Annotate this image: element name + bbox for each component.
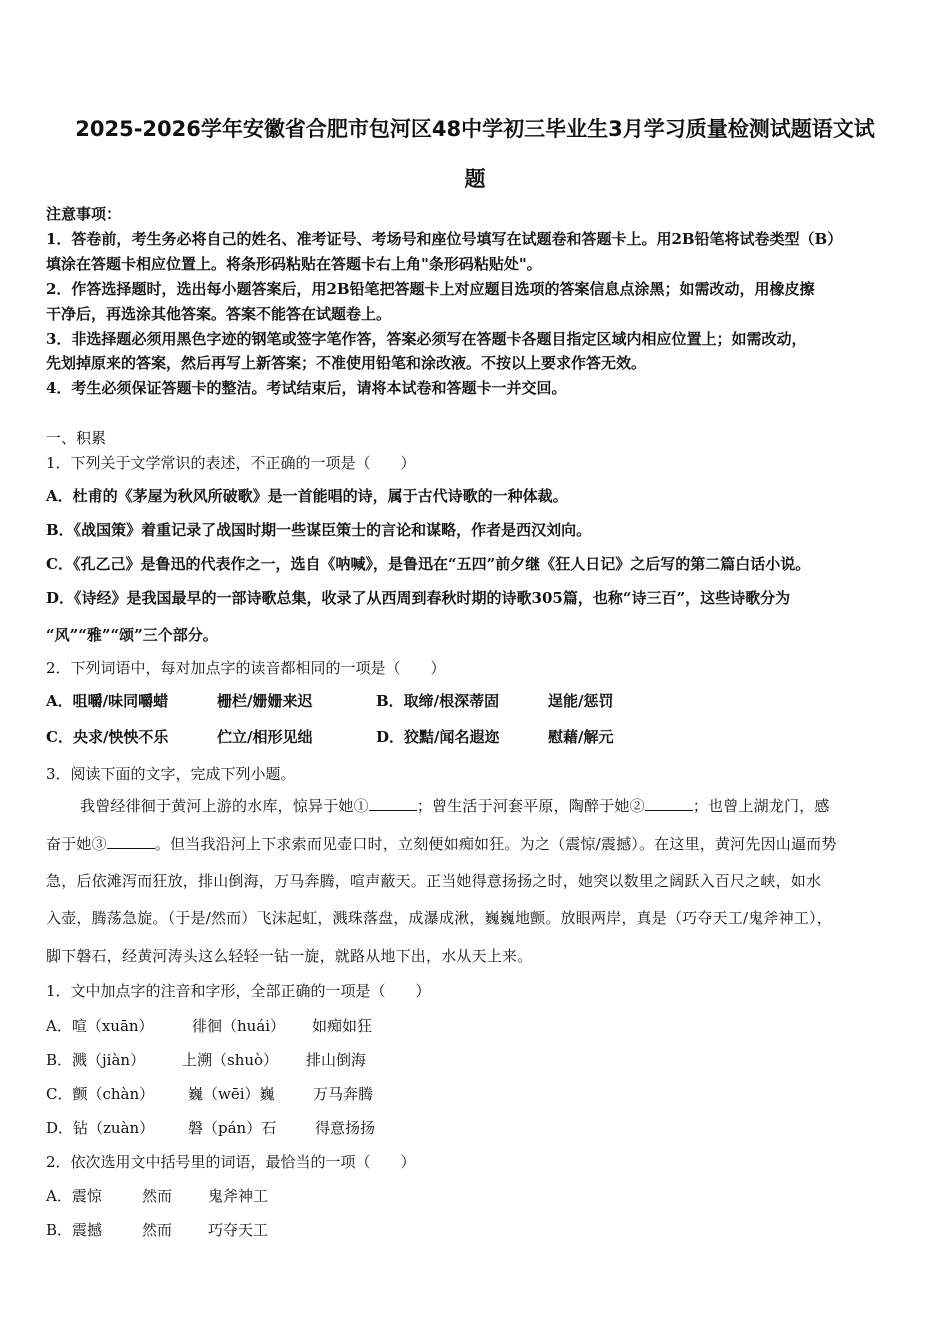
q2-option-d-word1: D．狡黠/闻名遐迩: [376, 728, 500, 746]
notice-line: 4．考生必须保证答题卡的整洁。考试结束后，请将本试卷和答题卡一并交回。: [46, 379, 567, 397]
option-word: 徘徊（huái）: [192, 1017, 286, 1035]
reading-passage-line: 脚下磐石，经黄河涛头这么轻轻一钻一旋，就路从地下出，水从天上来。: [46, 947, 533, 965]
answer-blank-1[interactable]: [369, 796, 417, 811]
q1-option-d: D．《诗经》是我国最早的一部诗歌总集，收录了从西周到春秋时期的诗歌305篇，也称“诗三百”，这些诗歌分为: [46, 589, 791, 607]
q2-option-a-word1: A．咀嚼/味同嚼蜡: [46, 692, 169, 710]
passage-text: 。但当我沿河上下求索而见壶口时，立刻便如痴如狂。为之（震惊/震撼）。在这里，黄河先因山逼而势: [154, 835, 837, 853]
option-word: 巧夺天工: [208, 1221, 269, 1239]
option-word: 万马奔腾: [313, 1085, 374, 1103]
notice-line: 3．非选择题必须用黑色字迹的钢笔或签字笔作答，答案必须写在答题卡各题目指定区域内相应位置上；如需改动，: [46, 330, 807, 348]
reading-passage-line: [80, 795, 830, 816]
sub2-option-b: [46, 1219, 269, 1240]
passage-text: ；曾生活于河套平原，陶醉于她②: [416, 797, 645, 815]
option-word: 上溯（shuò）: [182, 1051, 279, 1069]
option-word: 如痴如狂: [312, 1017, 373, 1035]
option-word: 磐（pán）石: [188, 1119, 277, 1137]
exam-title-line2: 题: [464, 167, 486, 191]
q2-option-a-word2: 栅栏/姗姗来迟: [217, 692, 313, 710]
q1-stem: 1．下列关于文学常识的表述，不正确的一项是（ ）: [46, 454, 416, 472]
option-label: A．震惊: [46, 1187, 102, 1205]
q2-option-b-word2: 逞能/惩罚: [548, 692, 614, 710]
option-word: 排山倒海: [306, 1051, 367, 1069]
exam-title-line1: 2025-2026学年安徽省合肥市包河区48中学初三毕业生3月学习质量检测试题语文试: [75, 117, 875, 141]
q1-option-b: B．《战国策》着重记录了战国时期一些谋臣策士的言论和谋略，作者是西汉刘向。: [46, 521, 592, 539]
sub1-option-d: [46, 1117, 376, 1138]
q2-option-c-word1: C．央求/怏怏不乐: [46, 728, 169, 746]
sub1-option-a: [46, 1015, 373, 1036]
passage-text: 我曾经徘徊于黄河上游的水库，惊异于她①: [80, 797, 369, 815]
passage-text: 奋于她③: [46, 835, 107, 853]
notice-line: 2．作答选择题时，选出每小题答案后，用2B铅笔把答题卡上对应题目选项的答案信息点涂黑；如需改动，用橡皮擦: [46, 280, 815, 298]
notice-line: 填涂在答题卡相应位置上。将条形码粘贴在答题卡右上角"条形码粘贴处"。: [46, 255, 542, 273]
option-label: D．钻（zuàn）: [46, 1119, 155, 1137]
sub2-option-a: [46, 1185, 269, 1206]
reading-passage-line: 急，后依滩泻而狂放，排山倒海，万马奔腾，喧声蔽天。正当她得意扬扬之时，她突以数里之阔跃入百尺之峡，如水: [46, 872, 822, 890]
answer-blank-2[interactable]: [645, 796, 693, 811]
sub1-option-b: [46, 1049, 367, 1070]
option-label: A．喧（xuān）: [46, 1017, 154, 1035]
q3-stem: 3．阅读下面的文字，完成下列小题。: [46, 765, 296, 783]
option-word: 得意扬扬: [315, 1119, 376, 1137]
sub1-option-c: [46, 1083, 374, 1104]
reading-passage-line: [46, 833, 837, 854]
q2-option-d-word2: 慰藉/解元: [548, 728, 614, 746]
q1-option-a: A．杜甫的《茅屋为秋风所破歌》是一首能唱的诗，属于古代诗歌的一种体裁。: [46, 487, 568, 505]
option-word: 然而: [142, 1221, 173, 1239]
option-label: B．溅（jiàn）: [46, 1051, 146, 1069]
passage-text: ；也曾上湖龙门，感: [692, 797, 830, 815]
q2-option-c-word2: 伫立/相形见绌: [217, 728, 313, 746]
option-word: 然而: [142, 1187, 173, 1205]
notice-heading: 注意事项：: [46, 205, 122, 223]
option-word: 巍（wēi）巍: [188, 1085, 275, 1103]
answer-blank-3[interactable]: [107, 834, 155, 849]
section-heading: 一、积累: [46, 429, 107, 447]
notice-line: 干净后，再选涂其他答案。答案不能答在试题卷上。: [46, 305, 392, 323]
reading-passage-line: 入壶，腾荡急旋。（于是/然而）飞沫起虹，溅珠落盘，成瀑成湫，巍巍地颤。放眼两岸，真是（巧夺天工/鬼斧神工），: [46, 909, 832, 927]
notice-line: 1．答卷前，考生务必将自己的姓名、准考证号、考场号和座位号填写在试题卷和答题卡上。用2B铅笔将试卷类型（B）: [46, 230, 843, 248]
q2-stem: 2．下列词语中，每对加点字的读音都相同的一项是（ ）: [46, 659, 446, 677]
sub2-stem: 2．依次选用文中括号里的词语，最恰当的一项（ ）: [46, 1153, 416, 1171]
option-label: C．颤（chàn）: [46, 1085, 155, 1103]
sub1-stem: 1．文中加点字的注音和字形，全部正确的一项是（ ）: [46, 982, 431, 1000]
q1-option-d-cont: “风”“雅”“颂”三个部分。: [46, 626, 218, 644]
q2-option-b-word1: B．取缔/根深蒂固: [376, 692, 500, 710]
notice-line: 先划掉原来的答案，然后再写上新答案；不准使用铅笔和涂改液。不按以上要求作答无效。: [46, 354, 647, 372]
option-word: 鬼斧神工: [208, 1187, 269, 1205]
q1-option-c: C．《孔乙己》是鲁迅的代表作之一，选自《呐喊》，是鲁迅在“五四”前夕继《狂人日记》之后写的第二篇白话小说。: [46, 555, 811, 573]
option-label: B．震撼: [46, 1221, 103, 1239]
